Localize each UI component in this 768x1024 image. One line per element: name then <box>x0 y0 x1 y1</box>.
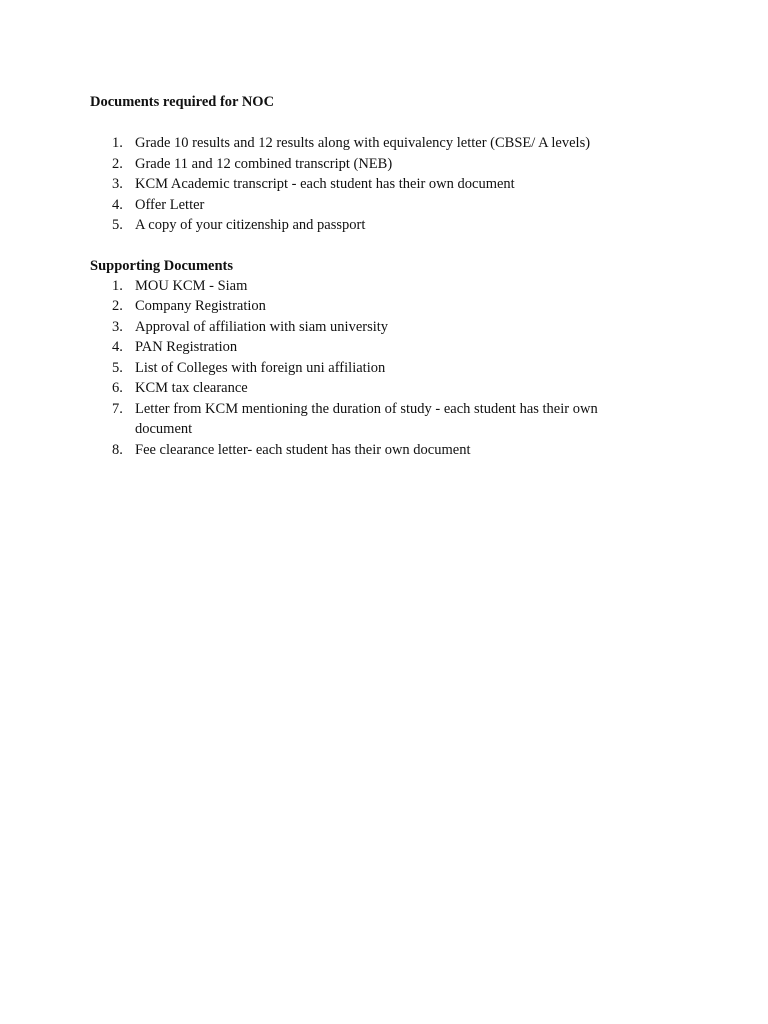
list-item-number: 2. <box>112 155 123 172</box>
list-item-number: 6. <box>112 380 123 396</box>
list-item-text: List of Colleges with foreign uni affiliation <box>135 359 386 376</box>
list-item <box>90 195 625 216</box>
list-item-text: Offer Letter <box>135 196 205 213</box>
list-item <box>90 337 625 358</box>
section-heading-supporting: Supporting Documents <box>90 257 234 274</box>
list-item-text: KCM Academic transcript - each student has their own document <box>135 176 515 192</box>
list-item-text: Letter from KCM mentioning the duration of study - each student has their own document <box>135 400 598 437</box>
list-item-text: A copy of your citizenship and passport <box>135 217 366 233</box>
list-item <box>90 378 625 399</box>
list-item-number: 4. <box>112 339 123 355</box>
list-item-text: Fee clearance letter- each student has their own document <box>135 441 471 458</box>
list-item-number: 3. <box>112 318 123 335</box>
section-heading-noc: Documents required for NOC <box>90 94 275 110</box>
list-item-number: 4. <box>112 196 123 213</box>
list-item-number: 7. <box>112 400 123 417</box>
list-item <box>90 215 625 236</box>
list-item-text: Company Registration <box>135 298 266 314</box>
list-item <box>90 133 625 154</box>
list-item-text: Grade 11 and 12 combined transcript (NEB) <box>135 155 393 172</box>
list-item-text: Approval of affiliation with siam university <box>135 318 389 335</box>
list-item-text: PAN Registration <box>135 339 238 355</box>
list-item <box>90 174 625 195</box>
list-item-number: 8. <box>112 441 123 458</box>
list-item <box>90 317 625 338</box>
document-page <box>90 92 690 460</box>
list-item-number: 1. <box>112 135 123 151</box>
list-item <box>90 399 625 440</box>
list-item-number: 2. <box>112 298 123 314</box>
list-item <box>90 276 625 297</box>
list-item-text: MOU KCM - Siam <box>135 277 248 294</box>
list-item-text: KCM tax clearance <box>135 380 248 396</box>
noc-documents-list <box>90 133 690 236</box>
list-item <box>90 296 625 317</box>
list-item-number: 1. <box>112 277 123 294</box>
list-item-text: Grade 10 results and 12 results along with equivalency letter (CBSE/ A levels) <box>135 135 591 151</box>
list-item-number: 3. <box>112 176 123 192</box>
list-item-number: 5. <box>112 359 123 376</box>
supporting-documents-list <box>90 276 690 461</box>
list-item-number: 5. <box>112 217 123 233</box>
list-item <box>90 358 625 379</box>
list-item <box>90 154 625 175</box>
list-item <box>90 440 625 461</box>
